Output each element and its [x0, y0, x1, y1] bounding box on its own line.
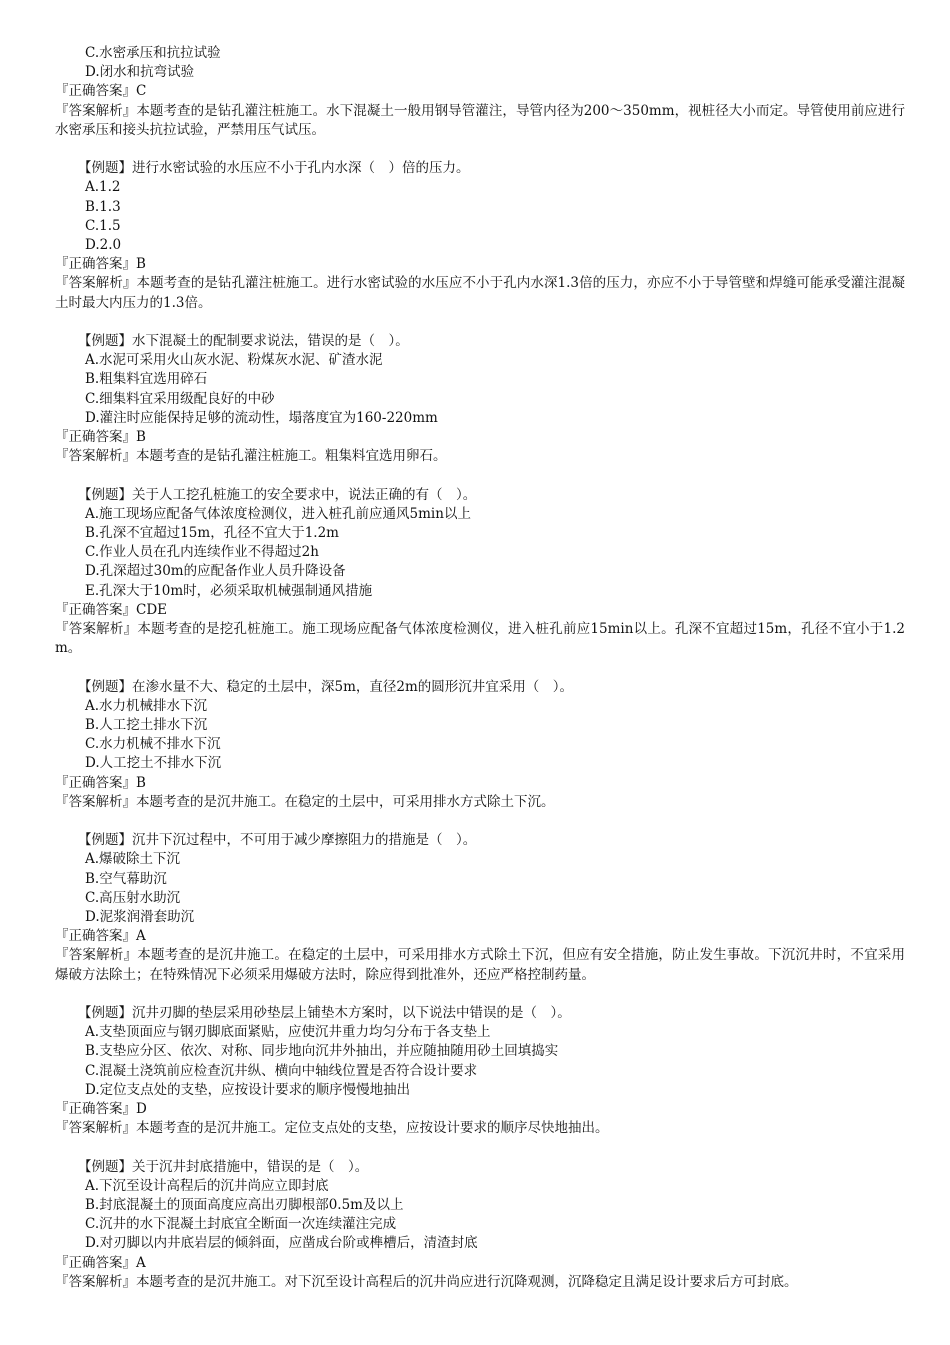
correct-answer: 『正确答案』B [55, 774, 146, 791]
option-b: B.孔深不宜超过15m，孔径不宜大于1.2m [85, 525, 339, 542]
question-block [55, 332, 905, 466]
answer-analysis: 『答案解析』本题考查的是钻孔灌注桩施工。进行水密试验的水压应不小于孔内水深1.3倍的压力，亦应不小于导管壁和焊缝可能承受灌注混凝土时最大内压力的1.3倍。 [55, 275, 905, 311]
correct-answer: 『正确答案』B [55, 429, 146, 446]
option-a: A.爆破除土下沉 [85, 851, 181, 868]
correct-answer: 『正确答案』B [55, 256, 146, 273]
option-a: A.施工现场应配备气体浓度检测仪，进入桩孔前应通风5min以上 [85, 505, 471, 522]
answer-analysis: 『答案解析』本题考查的是钻孔灌注桩施工。粗集料宜选用卵石。 [55, 448, 447, 465]
option-c: C.混凝土浇筑前应检查沉井纵、横向中轴线位置是否符合设计要求 [85, 1062, 478, 1079]
option-d: D.灌注时应能保持足够的流动性，塌落度宜为160-220mm [85, 409, 438, 426]
intro-block [55, 44, 905, 140]
question-block [55, 486, 905, 659]
option-c: C.1.5 [85, 217, 121, 234]
question-block [55, 831, 905, 985]
option-b: B.支垫应分区、依次、对称、同步地向沉井外抽出，并应随抽随用砂土回填捣实 [85, 1043, 559, 1060]
question-stem: 【例题】在渗水量不大、稳定的土层中，深5m，直径2m的圆形沉井宜采用（ ）。 [78, 678, 574, 695]
answer-analysis: 『答案解析』本题考查的是挖孔桩施工。施工现场应配备气体浓度检测仪，进入桩孔前应15min以上。孔深不宜超过15m，孔径不宜小于1.2m。 [55, 621, 905, 657]
correct-answer: 『正确答案』CDE [55, 601, 168, 618]
option-a: A.下沉至设计高程后的沉井尚应立即封底 [85, 1177, 329, 1194]
question-block [55, 159, 905, 313]
option-c: C.沉井的水下混凝土封底宜全断面一次连续灌注完成 [85, 1216, 397, 1233]
option-b: B.1.3 [85, 198, 121, 215]
option-d: D.2.0 [85, 237, 122, 254]
question-stem: 【例题】关于沉井封底措施中，错误的是（ ）。 [78, 1158, 369, 1175]
option-d: D.定位支点处的支垫，应按设计要求的顺序慢慢地抽出 [85, 1081, 411, 1098]
question-block [55, 1158, 905, 1292]
question-stem: 【例题】关于人工挖孔桩施工的安全要求中，说法正确的有（ ）。 [78, 486, 477, 503]
correct-answer: 『正确答案』D [55, 1101, 147, 1118]
option-d: D.人工挖土不排水下沉 [85, 755, 222, 772]
option-a: A.水泥可采用火山灰水泥、粉煤灰水泥、矿渣水泥 [85, 352, 383, 369]
option-d: D.对刃脚以内井底岩层的倾斜面，应凿成台阶或榫槽后，清渣封底 [85, 1235, 478, 1252]
answer-analysis: 『答案解析』本题考查的是沉井施工。对下沉至设计高程后的沉井尚应进行沉降观测，沉降稳定且满足设计要求后方可封底。 [55, 1273, 798, 1290]
option-c: C.细集料宜采用级配良好的中砂 [85, 390, 275, 407]
blank-line [55, 812, 905, 831]
option-d: D.泥浆润滑套助沉 [85, 909, 195, 926]
blank-line [55, 1138, 905, 1157]
option-d: D.孔深超过30m的应配备作业人员升降设备 [85, 563, 346, 580]
option-b: B.人工挖土排水下沉 [85, 717, 208, 734]
option-e: E.孔深大于10m时，必须采取机械强制通风措施 [85, 582, 373, 599]
correct-answer: 『正确答案』A [55, 1254, 146, 1271]
document-body [55, 44, 905, 1292]
blank-line [55, 985, 905, 1004]
option-b: B.粗集料宜选用碎石 [85, 371, 208, 388]
answer-analysis: 『答案解析』本题考查的是沉井施工。在稳定的土层中，可采用排水方式除土下沉，但应有安全措施，防止发生事故。下沉沉井时，不宜采用爆破方法除土；在特殊情况下必须采用爆破方法时，除应得到批准外，还应严格控制药量。 [55, 947, 905, 983]
option-a: A.1.2 [85, 179, 121, 196]
question-stem: 【例题】沉井刃脚的垫层采用砂垫层上铺垫木方案时，以下说法中错误的是（ ）。 [78, 1005, 571, 1022]
blank-line [55, 140, 905, 159]
option-c: C.水力机械不排水下沉 [85, 736, 221, 753]
answer-analysis: 『答案解析』本题考查的是沉井施工。定位支点处的支垫，应按设计要求的顺序尽快地抽出。 [55, 1120, 609, 1137]
blank-line [55, 313, 905, 332]
option-d: D.闭水和抗弯试验 [85, 64, 195, 81]
question-block [55, 678, 905, 812]
option-c: C.高压射水助沉 [85, 889, 181, 906]
correct-answer: 『正确答案』A [55, 928, 146, 945]
question-list [55, 140, 905, 1292]
option-c: C.水密承压和抗拉试验 [85, 45, 221, 61]
question-stem: 【例题】进行水密试验的水压应不小于孔内水深（ ）倍的压力。 [78, 160, 470, 177]
option-a: A.支垫顶面应与钢刃脚底面紧贴，应使沉井重力均匀分布于各支垫上 [85, 1024, 491, 1041]
blank-line [55, 466, 905, 485]
option-c: C.作业人员在孔内连续作业不得超过2h [85, 544, 319, 561]
option-a: A.水力机械排水下沉 [85, 697, 208, 714]
option-b: B.封底混凝土的顶面高度应高出刃脚根部0.5m及以上 [85, 1197, 404, 1214]
correct-answer: 『正确答案』C [55, 83, 147, 100]
answer-analysis: 『答案解析』本题考查的是钻孔灌注桩施工。水下混凝土一般用钢导管灌注，导管内径为200～350mm，视桩径大小而定。导管使用前应进行水密承压和接头抗拉试验，严禁用压气试压。 [55, 102, 905, 138]
question-stem: 【例题】沉井下沉过程中，不可用于减少摩擦阻力的措施是（ ）。 [78, 832, 477, 849]
answer-analysis: 『答案解析』本题考查的是沉井施工。在稳定的土层中，可采用排水方式除土下沉。 [55, 793, 555, 810]
question-block [55, 1004, 905, 1138]
option-b: B.空气幕助沉 [85, 870, 167, 887]
blank-line [55, 658, 905, 677]
question-stem: 【例题】水下混凝土的配制要求说法，错误的是（ ）。 [78, 333, 409, 350]
